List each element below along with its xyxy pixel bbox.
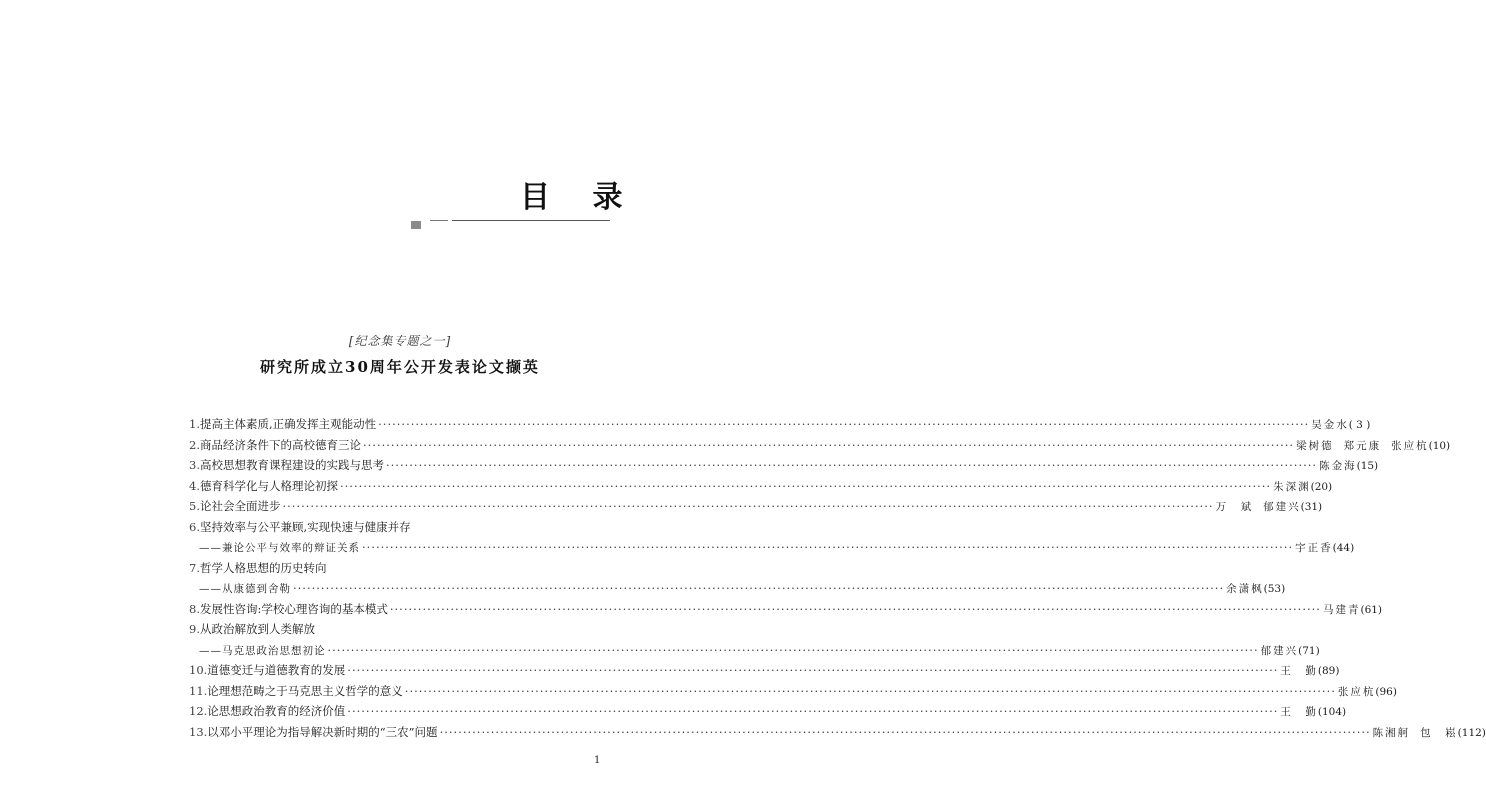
toc-entry[interactable] bbox=[189, 476, 1333, 497]
toc-entry-title bbox=[189, 701, 345, 722]
toc-entry-number: 4. bbox=[189, 478, 200, 493]
toc-entry-title bbox=[189, 681, 403, 702]
toc-leader-dots: ········································································································································································································ bbox=[327, 642, 1259, 657]
toc-entry-page: (104) bbox=[1317, 706, 1347, 718]
section-heading: 研究所成立30周年公开发表论文撷英 bbox=[260, 358, 540, 376]
toc-entry-title-text: 论理想范畴之于马克思主义哲学的意义 bbox=[207, 683, 403, 698]
title-rule-long bbox=[452, 220, 610, 221]
toc-entry-page: (71) bbox=[1298, 644, 1320, 657]
toc-entry-title-text: 论思想政治教育的经济价值 bbox=[207, 704, 346, 718]
toc-entry[interactable] bbox=[189, 599, 1383, 620]
toc-entry-title-text: 发展性咨询:学校心理咨询的基本模式 bbox=[199, 601, 388, 616]
toc-leader-dots: ········································································································································································································ bbox=[385, 458, 1318, 472]
title-rule-short bbox=[430, 220, 448, 221]
toc-entry[interactable] bbox=[189, 496, 1323, 517]
toc-entry-author: 王 勤 bbox=[1280, 706, 1318, 718]
toc-entry-page: (89) bbox=[1317, 665, 1340, 677]
toc-entry-title bbox=[189, 660, 345, 681]
toc-entry-page: (44) bbox=[1332, 542, 1355, 554]
toc-entry-title bbox=[189, 538, 360, 559]
toc-entry-number: 12. bbox=[189, 704, 208, 718]
toc-leader-dots: ········································································································································································································ bbox=[439, 724, 1371, 739]
toc-entry-title-text: 以邓小平理论为指导解决新时期的“三农”问题 bbox=[207, 724, 438, 739]
toc-entry-author: 郑元康 bbox=[1343, 439, 1382, 452]
toc-entry-page: (31) bbox=[1300, 501, 1323, 513]
toc-entry-title bbox=[189, 414, 376, 435]
toc-entry-page: (20) bbox=[1310, 480, 1333, 493]
toc-entry-author: 陈湘舸 bbox=[1372, 726, 1411, 739]
page-title: 目 录 bbox=[520, 180, 639, 215]
toc-entry[interactable] bbox=[189, 435, 1451, 456]
toc-entry-title bbox=[189, 517, 411, 538]
toc-entry-title bbox=[189, 599, 388, 620]
toc-entry-title-text: 从政治解放到人类解放 bbox=[199, 622, 315, 636]
page-number: 1 bbox=[594, 755, 601, 766]
toc-subtitle-line[interactable] bbox=[189, 578, 1286, 599]
toc-entry-author: 张应杭 bbox=[1337, 685, 1376, 698]
toc-entry-title-text: 高校思想教育课程建设的实践与思考 bbox=[199, 458, 384, 472]
toc-entry-page: (10) bbox=[1428, 439, 1451, 452]
toc-entry-author: 梁树德 bbox=[1296, 439, 1334, 452]
toc-entry-title-text: 哲学人格思想的历史转向 bbox=[199, 560, 327, 575]
toc-entry-title-text: 坚持效率与公平兼顾,实现快速与健康并存 bbox=[199, 519, 411, 534]
toc-entry-number: 11. bbox=[189, 683, 208, 698]
toc-subtitle-line[interactable] bbox=[189, 640, 1320, 661]
toc-entry-author: 吴金水 bbox=[1311, 419, 1349, 431]
toc-entry[interactable] bbox=[189, 660, 1340, 681]
toc-entry-author: 郁建兴 bbox=[1263, 501, 1301, 513]
toc-entry-number: 7. bbox=[189, 560, 200, 575]
toc-entry-number: 1. bbox=[189, 417, 200, 431]
toc-entry-number: 2. bbox=[189, 437, 200, 452]
toc-leader-dots: ········································································································································································································ bbox=[362, 437, 1295, 452]
toc-entry-title-text: ——从康德到舍勒 bbox=[199, 583, 291, 595]
toc-entry[interactable] bbox=[189, 701, 1347, 722]
toc-entry-title-text: ——马克思政治思想初论 bbox=[199, 644, 326, 657]
toc-leader-dots: ········································································································································································································ bbox=[347, 663, 1279, 677]
toc-entry-title bbox=[189, 579, 291, 600]
toc-entry-page: ( 3 ) bbox=[1348, 419, 1371, 431]
toc-leader-dots: ········································································································································································································ bbox=[389, 601, 1321, 616]
toc-entry-author: 王 勤 bbox=[1280, 665, 1318, 677]
toc-leader-dots: ········································································································································································································ bbox=[404, 683, 1336, 698]
toc-entry[interactable] bbox=[189, 722, 1486, 743]
toc-entry-author: 张应杭 bbox=[1391, 439, 1429, 452]
toc-leader-dots: ········································································································································································································ bbox=[293, 581, 1225, 595]
toc-leader-dots: ········································································································································································································ bbox=[339, 478, 1272, 493]
toc-leader-dots: ········································································································································································································ bbox=[347, 704, 1279, 718]
toc-entry-title-text: 商品经济条件下的高校德育三论 bbox=[199, 437, 361, 452]
toc-leader-dots: ········································································································································································································ bbox=[362, 540, 1294, 554]
toc-entry-page: (61) bbox=[1360, 603, 1383, 616]
toc-entry[interactable] bbox=[189, 681, 1397, 702]
toc-subtitle-line[interactable] bbox=[189, 537, 1355, 558]
toc-leader-dots: ········································································································································································································ bbox=[378, 417, 1310, 431]
toc-entry-title bbox=[189, 435, 361, 456]
toc-entry-author: 余潇枫 bbox=[1226, 583, 1264, 595]
table-of-contents bbox=[189, 414, 1486, 742]
toc-entry-title bbox=[189, 455, 384, 476]
toc-entry-title-text: 德育科学化与人格理论初探 bbox=[199, 478, 338, 493]
toc-entry-title bbox=[189, 722, 438, 743]
toc-entry-page: (112) bbox=[1457, 726, 1486, 739]
toc-entry-title bbox=[189, 496, 280, 517]
toc-entry-number: 8. bbox=[189, 601, 200, 616]
toc-entry-number: 3. bbox=[189, 458, 200, 472]
toc-entry-author: 陈金海 bbox=[1319, 460, 1357, 472]
toc-entry-title-text: 论社会全面进步 bbox=[199, 499, 281, 513]
toc-entry-author: 包 崧 bbox=[1420, 726, 1458, 739]
toc-entry-number: 13. bbox=[189, 724, 208, 739]
toc-entry-title-text: ——兼论公平与效率的辩证关系 bbox=[199, 542, 360, 554]
toc-entry[interactable] bbox=[189, 414, 1371, 435]
toc-entry-number: 5. bbox=[189, 499, 200, 513]
toc-entry-author: 马建青 bbox=[1322, 603, 1361, 616]
series-label: [纪念集专题之一] bbox=[348, 334, 452, 348]
toc-entry[interactable] bbox=[189, 517, 609, 538]
title-square-ornament bbox=[411, 221, 421, 229]
toc-entry-number: 6. bbox=[189, 519, 200, 534]
toc-entry-page: (53) bbox=[1263, 583, 1286, 595]
toc-entry-author: 万 斌 bbox=[1215, 501, 1254, 513]
toc-entry-title bbox=[189, 558, 326, 579]
toc-entry-title bbox=[189, 619, 315, 640]
toc-entry[interactable] bbox=[189, 455, 1379, 476]
toc-entry[interactable] bbox=[189, 619, 609, 640]
toc-entry-title-text: 道德变迁与道德教育的发展 bbox=[207, 663, 346, 677]
toc-leader-dots: ········································································································································································································ bbox=[282, 499, 1214, 513]
toc-entry-page: (15) bbox=[1356, 460, 1379, 472]
toc-entry[interactable] bbox=[189, 558, 609, 579]
toc-entry-number: 9. bbox=[189, 622, 200, 636]
toc-entry-title bbox=[189, 641, 326, 662]
toc-entry-author: 宇正香 bbox=[1295, 542, 1333, 554]
toc-entry-title bbox=[189, 476, 338, 497]
toc-entry-number: 10. bbox=[189, 663, 208, 677]
toc-entry-author: 朱深渊 bbox=[1273, 480, 1311, 493]
toc-entry-author: 郁建兴 bbox=[1260, 644, 1299, 657]
toc-entry-title-text: 提高主体素质,正确发挥主观能动性 bbox=[199, 417, 377, 431]
toc-entry-page: (96) bbox=[1375, 685, 1397, 698]
